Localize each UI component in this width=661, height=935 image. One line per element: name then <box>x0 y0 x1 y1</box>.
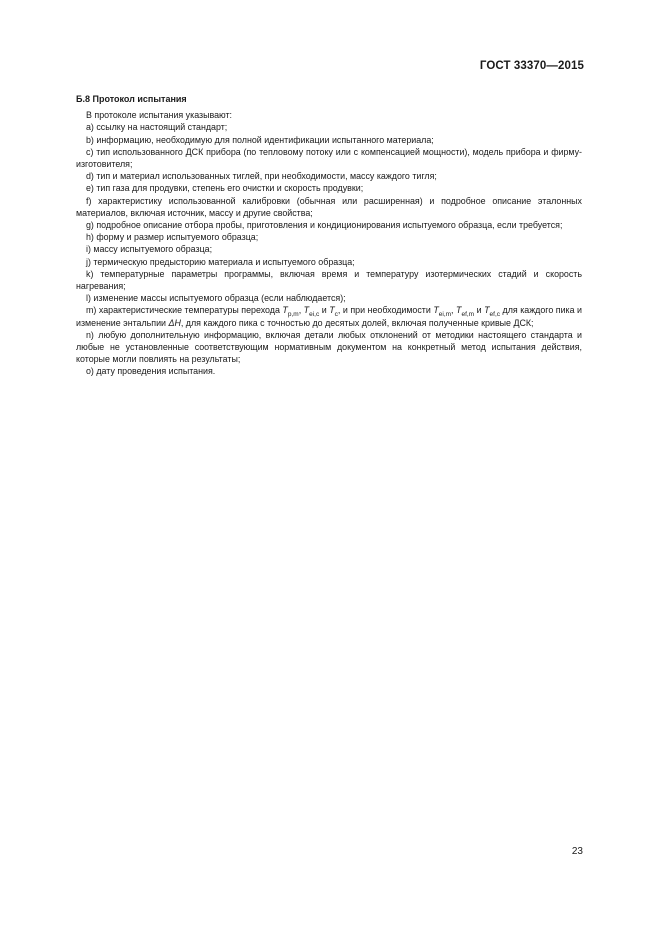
list-item-a: а) ссылку на настоящий стандарт; <box>86 122 228 133</box>
subscript: c <box>334 311 338 319</box>
section-title: Б.8 Протокол испытания <box>76 94 187 104</box>
list-item-b: b) информацию, необходимую для полной идентификации испытанного материала; <box>86 134 434 145</box>
test-report-section <box>76 93 582 378</box>
separator: , <box>451 305 457 316</box>
list-item-l: l) изменение массы испытуемого образца (если наблюдается); <box>86 293 346 304</box>
list-item-e: е) тип газа для продувки, степень его очистки и скорость продувки; <box>86 183 364 194</box>
list-item-k: k) температурные параметры программы, включая время и температуру изотермических стадий и скорость нагревания; <box>76 268 582 292</box>
list-item-i: i) массу испытуемого образца; <box>86 244 213 255</box>
list-item-f: f) характеристику использованной калибровки (обычная или расширенная) и подробное описание эталонных материалов, включая источник, массу и другие свойства; <box>76 195 582 218</box>
list-item-o: о) дату проведения испытания. <box>86 366 216 377</box>
item-m-text-3: для каждого пика и изменение энтальпии <box>76 305 583 328</box>
list-item-g: g) подробное описание отбора пробы, приготовления и кондиционирования испытуемого образца, если требуется; <box>86 220 563 231</box>
list-item-n: n) любую дополнительную информацию, включая детали любых отклонений от методики настоящего стандарта и любые не установленные соответствующим нормативным документом на конкретный метод испытания действия, которые могли повлиять на результаты; <box>76 329 582 365</box>
symbol-t: T <box>433 305 439 316</box>
section-intro: В протоколе испытания указывают: <box>86 110 233 121</box>
item-m-text-4: , для каждого пика с точностью до десятых долей, включая полученные кривые ДСК; <box>180 317 534 328</box>
list-item-c: с) тип использованного ДСК прибора (по тепловому потоку или с компенсацией мощности), модель прибора и фирму-изготовителя; <box>76 146 582 170</box>
separator: и <box>474 305 485 316</box>
symbol-t: T <box>329 305 335 316</box>
symbol-t: T <box>303 305 310 316</box>
subscript: ef,c <box>489 311 501 319</box>
document-header: ГОСТ 33370—2015 <box>479 60 584 72</box>
item-m-text-1: m) характеристические температуры перехода <box>86 305 283 316</box>
symbol-t: T <box>282 305 288 316</box>
separator: , <box>298 305 304 316</box>
subscript: ef,m <box>461 311 475 319</box>
subscript: p,m <box>287 311 299 319</box>
enthalpy-symbol: ΔH <box>168 317 181 328</box>
subscript: ei,c <box>309 311 320 319</box>
symbol-t: T <box>484 305 490 316</box>
separator: и <box>319 305 330 316</box>
item-m-text-2: , и при необходимости <box>337 305 434 316</box>
list-item-h: h) форму и размер испытуемого образца; <box>86 232 259 243</box>
subscript: ei,m <box>438 311 452 319</box>
symbol-t: T <box>456 305 462 316</box>
page-number: 23 <box>571 846 583 857</box>
list-item-j: j) термическую предысторию материала и испытуемого образца; <box>86 256 355 267</box>
list-item-m <box>76 304 582 328</box>
list-item-d: d) тип и материал использованных тиглей, при необходимости, массу каждого тигля; <box>86 171 437 182</box>
